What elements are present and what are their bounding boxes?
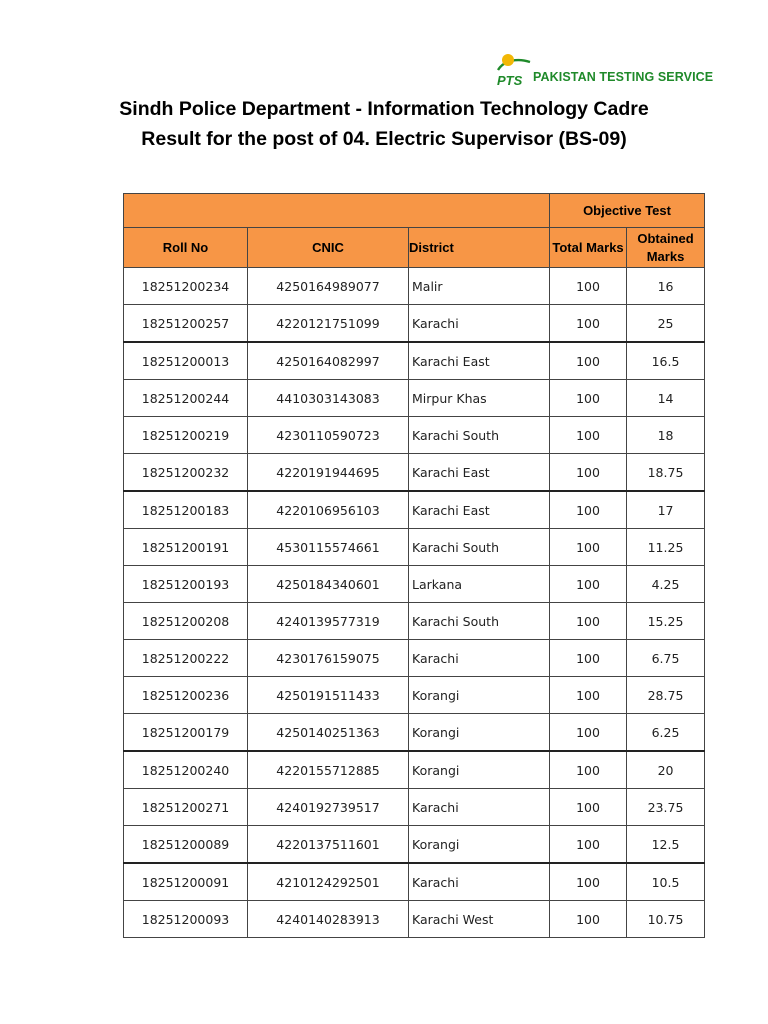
- group-header-row: [124, 194, 705, 228]
- district-cell: Karachi West: [409, 901, 550, 938]
- district-cell: Korangi: [409, 677, 550, 714]
- district-cell: Karachi: [409, 640, 550, 677]
- cnic-cell: 4240139577319: [248, 603, 409, 640]
- table-row: [124, 417, 705, 454]
- obtained-marks-cell: 28.75: [627, 677, 705, 714]
- logo-abbr: PTS: [497, 73, 523, 88]
- table-row: [124, 566, 705, 603]
- table-row: [124, 268, 705, 305]
- cnic-cell: 4230110590723: [248, 417, 409, 454]
- cnic-cell: 4230176159075: [248, 640, 409, 677]
- roll-no-cell: 18251200191: [124, 529, 248, 566]
- district-cell: Karachi South: [409, 603, 550, 640]
- roll-no-header: Roll No: [124, 228, 248, 268]
- cnic-cell: 4210124292501: [248, 863, 409, 901]
- total-marks-cell: 100: [550, 751, 627, 789]
- results-body: [124, 268, 705, 938]
- cnic-cell: 4220191944695: [248, 454, 409, 492]
- pts-logo: [494, 48, 714, 90]
- district-header: District: [409, 228, 550, 268]
- district-cell: Karachi: [409, 863, 550, 901]
- obtained-marks-cell: 18: [627, 417, 705, 454]
- table-row: [124, 640, 705, 677]
- obtained-marks-cell: 6.75: [627, 640, 705, 677]
- cnic-cell: 4410303143083: [248, 380, 409, 417]
- roll-no-cell: 18251200183: [124, 491, 248, 529]
- roll-no-cell: 18251200093: [124, 901, 248, 938]
- obtained-marks-cell: 20: [627, 751, 705, 789]
- roll-no-cell: 18251200179: [124, 714, 248, 752]
- obtained-marks-cell: 10.75: [627, 901, 705, 938]
- district-cell: Malir: [409, 268, 550, 305]
- total-marks-cell: 100: [550, 342, 627, 380]
- obtained-marks-cell: 18.75: [627, 454, 705, 492]
- obtained-marks-cell: 11.25: [627, 529, 705, 566]
- obtained-marks-cell: 12.5: [627, 826, 705, 864]
- total-marks-cell: 100: [550, 268, 627, 305]
- obtained-marks-cell: 4.25: [627, 566, 705, 603]
- obtained-marks-header: Obtained Marks: [627, 228, 705, 268]
- roll-no-cell: 18251200193: [124, 566, 248, 603]
- total-marks-cell: 100: [550, 491, 627, 529]
- cnic-cell: 4220121751099: [248, 305, 409, 343]
- obtained-marks-cell: 16.5: [627, 342, 705, 380]
- table-row: [124, 529, 705, 566]
- cnic-cell: 4250164989077: [248, 268, 409, 305]
- total-marks-cell: 100: [550, 863, 627, 901]
- total-marks-cell: 100: [550, 714, 627, 752]
- table-row: [124, 491, 705, 529]
- cnic-header: CNIC: [248, 228, 409, 268]
- obtained-marks-cell: 15.25: [627, 603, 705, 640]
- cnic-cell: 4250140251363: [248, 714, 409, 752]
- total-marks-cell: 100: [550, 603, 627, 640]
- roll-no-cell: 18251200222: [124, 640, 248, 677]
- table-row: [124, 901, 705, 938]
- total-marks-cell: 100: [550, 789, 627, 826]
- total-marks-cell: 100: [550, 566, 627, 603]
- obtained-marks-cell: 6.25: [627, 714, 705, 752]
- cnic-cell: 4220137511601: [248, 826, 409, 864]
- obtained-marks-cell: 16: [627, 268, 705, 305]
- roll-no-cell: 18251200257: [124, 305, 248, 343]
- table-row: [124, 714, 705, 752]
- cnic-cell: 4220106956103: [248, 491, 409, 529]
- table-row: [124, 454, 705, 492]
- roll-no-cell: 18251200208: [124, 603, 248, 640]
- total-marks-cell: 100: [550, 901, 627, 938]
- roll-no-cell: 18251200244: [124, 380, 248, 417]
- cnic-cell: 4250164082997: [248, 342, 409, 380]
- table-row: [124, 677, 705, 714]
- total-marks-cell: 100: [550, 305, 627, 343]
- district-cell: Korangi: [409, 826, 550, 864]
- obtained-marks-cell: 17: [627, 491, 705, 529]
- district-cell: Karachi East: [409, 454, 550, 492]
- obtained-marks-cell: 23.75: [627, 789, 705, 826]
- objective-test-header: Objective Test: [550, 194, 705, 228]
- table-row: [124, 789, 705, 826]
- total-marks-cell: 100: [550, 417, 627, 454]
- district-cell: Korangi: [409, 751, 550, 789]
- roll-no-cell: 18251200236: [124, 677, 248, 714]
- page-subtitle: Result for the post of 04. Electric Supervisor (BS-09): [141, 128, 627, 150]
- total-marks-cell: 100: [550, 529, 627, 566]
- cnic-cell: 4250191511433: [248, 677, 409, 714]
- total-marks-cell: 100: [550, 454, 627, 492]
- column-header-row: [124, 228, 705, 268]
- pts-logo-icon: [494, 48, 534, 88]
- total-marks-cell: 100: [550, 826, 627, 864]
- roll-no-cell: 18251200234: [124, 268, 248, 305]
- roll-no-cell: 18251200271: [124, 789, 248, 826]
- roll-no-cell: 18251200089: [124, 826, 248, 864]
- results-table: [123, 193, 705, 938]
- table-row: [124, 342, 705, 380]
- cnic-cell: 4240192739517: [248, 789, 409, 826]
- obtained-marks-cell: 25: [627, 305, 705, 343]
- cnic-cell: 4250184340601: [248, 566, 409, 603]
- district-cell: Karachi: [409, 305, 550, 343]
- obtained-marks-cell: 10.5: [627, 863, 705, 901]
- cnic-cell: 4220155712885: [248, 751, 409, 789]
- district-cell: Korangi: [409, 714, 550, 752]
- obtained-marks-cell: 14: [627, 380, 705, 417]
- table-row: [124, 305, 705, 343]
- cnic-cell: 4240140283913: [248, 901, 409, 938]
- roll-no-cell: 18251200091: [124, 863, 248, 901]
- district-cell: Larkana: [409, 566, 550, 603]
- total-marks-cell: 100: [550, 380, 627, 417]
- district-cell: Karachi South: [409, 529, 550, 566]
- logo-name: PAKISTAN TESTING SERVICE: [533, 70, 714, 84]
- table-row: [124, 380, 705, 417]
- roll-no-cell: 18251200240: [124, 751, 248, 789]
- district-cell: Karachi: [409, 789, 550, 826]
- table-row: [124, 751, 705, 789]
- total-marks-header: Total Marks: [550, 228, 627, 268]
- roll-no-cell: 18251200013: [124, 342, 248, 380]
- total-marks-cell: 100: [550, 677, 627, 714]
- roll-no-cell: 18251200219: [124, 417, 248, 454]
- district-cell: Karachi East: [409, 491, 550, 529]
- table-row: [124, 603, 705, 640]
- total-marks-cell: 100: [550, 640, 627, 677]
- roll-no-cell: 18251200232: [124, 454, 248, 492]
- page-title: Sindh Police Department - Information Technology Cadre: [119, 98, 649, 120]
- district-cell: Karachi East: [409, 342, 550, 380]
- district-cell: Mirpur Khas: [409, 380, 550, 417]
- district-cell: Karachi South: [409, 417, 550, 454]
- cnic-cell: 4530115574661: [248, 529, 409, 566]
- group-header-blank: [124, 194, 550, 228]
- table-row: [124, 826, 705, 864]
- table-row: [124, 863, 705, 901]
